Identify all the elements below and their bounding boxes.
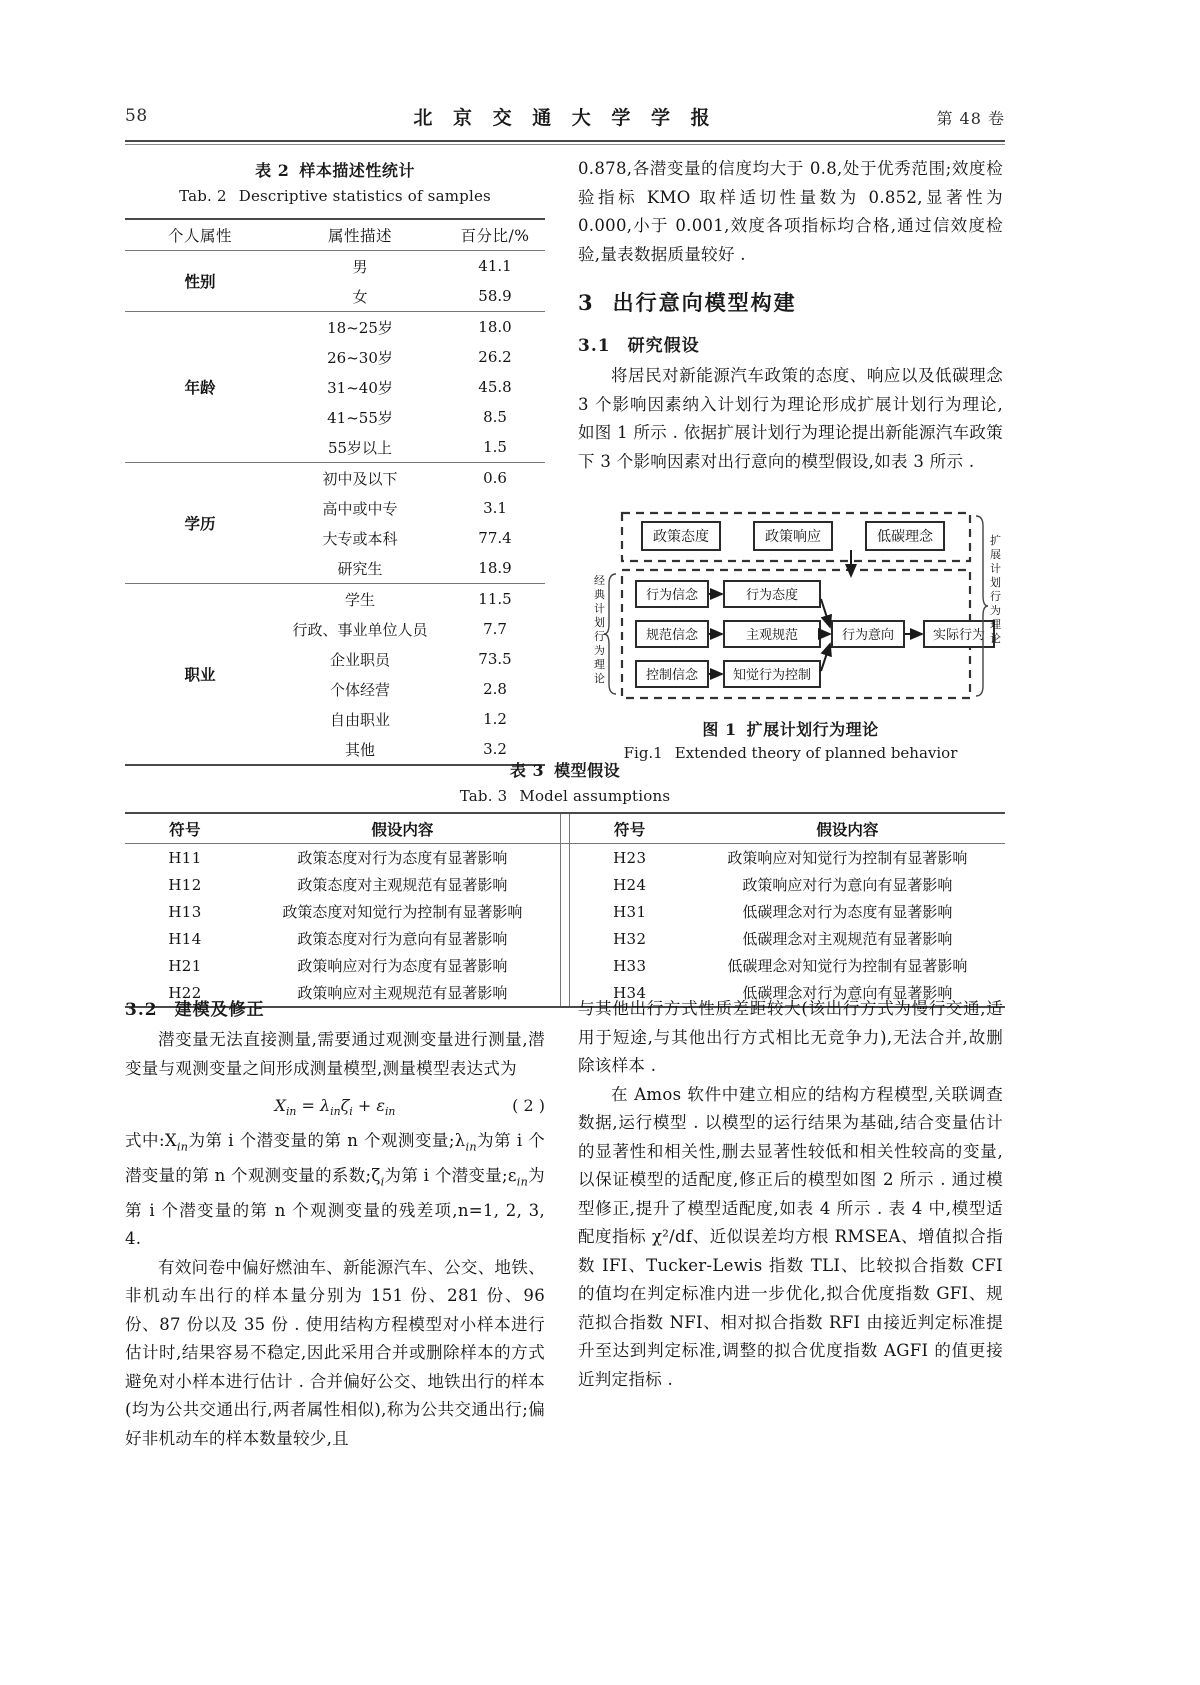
table3-divider-cell bbox=[560, 979, 569, 1007]
section-3-number: 3 bbox=[578, 290, 595, 315]
table3-hypothesis: 政策响应对行为意向有显著影响 bbox=[742, 876, 953, 894]
fig-node-control-belief: 控制信念 bbox=[645, 668, 699, 683]
table2-pct: 18.9 bbox=[478, 559, 512, 577]
svg-text:理: 理 bbox=[594, 658, 605, 671]
table-row bbox=[125, 312, 545, 343]
figure-1-label-cn: 图 1 bbox=[702, 720, 737, 739]
table3-hypothesis: 低碳理念对行为意向有显著影响 bbox=[742, 984, 953, 1002]
table2-caption bbox=[125, 158, 545, 205]
paragraph-continued: 0.878,各潜变量的信度均大于 0.8,处于优秀范围;效度检验指标 KMO 取样适切性量数为 0.852,显著性为 0.000,小于 0.001,效度各项指标均合格,通过信效度检验,量表数据质量较好 . bbox=[578, 159, 1003, 264]
table3-divider-cell bbox=[560, 844, 569, 872]
fig-node-normative-belief: 规范信念 bbox=[645, 628, 699, 643]
section-3-2-paragraph-4: 与其他出行方式性质差距较大(该出行方式为慢行交通,适用于短途,与其他出行方式相比无竞争力),无法合并,故删除该样本 . bbox=[578, 999, 1003, 1075]
table3-symbol: H32 bbox=[613, 929, 647, 948]
table3-hypothesis: 低碳理念对知觉行为控制有显著影响 bbox=[727, 957, 968, 975]
table3 bbox=[125, 812, 1005, 1008]
left-column-lower bbox=[125, 995, 545, 1453]
fig-node-behavioral-belief: 行为信念 bbox=[645, 588, 699, 603]
section-3-2-number: 3.2 bbox=[125, 1000, 158, 1020]
table2-desc: 自由职业 bbox=[329, 710, 390, 729]
svg-text:展: 展 bbox=[990, 548, 1001, 561]
table3-hypothesis: 政策响应对知觉行为控制有显著影响 bbox=[727, 849, 968, 867]
table2-category: 学历 bbox=[184, 514, 216, 533]
table-row bbox=[125, 871, 1005, 898]
table2-grid bbox=[125, 218, 545, 766]
table3-title-cn: 模型假设 bbox=[554, 761, 621, 780]
table2-desc: 女 bbox=[352, 287, 368, 306]
fig-node-policy-attitude: 政策态度 bbox=[653, 529, 709, 545]
section-3-2-paragraph-5: 在 Amos 软件中建立相应的结构方程模型,关联调查数据,运行模型 . 以模型的运行结果为基础,结合变量估计的显著性和相关性,删去显著性较低和相关性较高的变量,以保证模型的适配度,修正后的模型如图 2 所示 . 通过模型修正,提升了模型适配度,如表 4 所示 . 表 4 中,模型适配度指标 χ²/df、近似误差均方根 RMSEA、增值拟合指数 IFI、Tucker-Lewis 指数 TLI、比较拟合指数 CFI 的值均在判定标准内进一步优化,拟合优度指数 GFI、规范拟合指数 NFI、相对拟合指数 RFI 由接近判定标准提升至达到判定标准,调整的拟合优度指数 AGFI 的值更接近判定指标 . bbox=[578, 1084, 1003, 1389]
section-3-1-number: 3.1 bbox=[578, 336, 611, 356]
table2-col-0: 个人属性 bbox=[167, 227, 232, 245]
section-3-2-title: 建模及修正 bbox=[174, 1000, 265, 1020]
table2-category: 年龄 bbox=[184, 378, 216, 397]
table3-label-cn: 表 3 bbox=[509, 761, 545, 780]
svg-text:理: 理 bbox=[990, 618, 1001, 631]
table2-pct: 41.1 bbox=[478, 257, 512, 275]
table2-desc: 男 bbox=[352, 257, 368, 276]
figure-1-caption-cn bbox=[578, 717, 1003, 740]
svg-text:典: 典 bbox=[594, 588, 605, 601]
table3-col-symbol-left: 符号 bbox=[169, 819, 201, 839]
table3-divider-cell bbox=[560, 952, 569, 979]
table3-hypothesis: 政策响应对主观规范有显著影响 bbox=[297, 984, 508, 1002]
volume-label: 第 48 卷 bbox=[936, 109, 1005, 128]
table3-symbol: H31 bbox=[613, 902, 647, 921]
table2-desc: 研究生 bbox=[337, 559, 383, 578]
table2-pct: 2.8 bbox=[483, 680, 507, 698]
svg-text:计: 计 bbox=[990, 562, 1001, 575]
table2-desc: 个体经营 bbox=[329, 680, 390, 699]
table2-body bbox=[125, 251, 545, 766]
table2-title-cn: 样本描述性统计 bbox=[299, 161, 415, 180]
table2-pct: 3.2 bbox=[483, 740, 507, 758]
table3-hypothesis: 政策响应对行为态度有显著影响 bbox=[297, 957, 508, 975]
figure-1 bbox=[578, 508, 1003, 762]
section-3-2-paragraph-1: 潜变量无法直接测量,需要通过观测变量进行测量,潜变量与观测变量之间形成测量模型,测量模型表达式为 bbox=[125, 1030, 545, 1078]
table3-hypothesis: 政策态度对行为意向有显著影响 bbox=[297, 930, 508, 948]
figure-1-title-cn: 扩展计划行为理论 bbox=[746, 720, 879, 739]
table3-col-symbol-right: 符号 bbox=[613, 819, 646, 839]
table-row bbox=[125, 952, 1005, 979]
fig-node-low-carbon: 低碳理念 bbox=[877, 529, 933, 545]
table3-symbol: H24 bbox=[613, 875, 647, 894]
table2-pct: 7.7 bbox=[483, 620, 507, 638]
header-rule bbox=[125, 140, 1005, 145]
section-3-1-paragraph: 将居民对新能源汽车政策的态度、响应以及低碳理念 3 个影响因素纳入计划行为理论形成扩展计划行为理论,如图 1 所示 . 依据扩展计划行为理论提出新能源汽车政策下 3 个影响因素对出行意向的模型假设,如表 3 所示 . bbox=[578, 366, 1003, 471]
table3-symbol: H12 bbox=[168, 875, 202, 894]
table3-hypothesis: 政策态度对知觉行为控制有显著影响 bbox=[282, 903, 523, 921]
table2-desc: 学生 bbox=[344, 590, 375, 609]
equation-2 bbox=[125, 1091, 545, 1121]
right-column-lower bbox=[578, 995, 1003, 1394]
table-row bbox=[125, 251, 545, 282]
table3-divider-cell bbox=[560, 925, 569, 952]
svg-text:论: 论 bbox=[990, 632, 1001, 645]
table2-title-en: Descriptive statistics of samples bbox=[238, 187, 491, 205]
table-row bbox=[125, 463, 545, 494]
table2-category: 职业 bbox=[184, 665, 216, 684]
table2-desc: 55岁以上 bbox=[327, 438, 393, 457]
equation-2-expression: $X_{in} = \lambda_{in}\zeta_i + \varepsilon_{in}$ bbox=[274, 1096, 396, 1119]
table3-caption-cn bbox=[125, 758, 1005, 781]
svg-text:为: 为 bbox=[990, 604, 1001, 617]
figure-1-diagram bbox=[578, 508, 1003, 711]
table3-header-row bbox=[125, 813, 1005, 844]
svg-text:行: 行 bbox=[990, 590, 1001, 603]
table3-hypothesis: 政策态度对主观规范有显著影响 bbox=[297, 876, 508, 894]
section-heading-3 bbox=[578, 287, 1003, 317]
table-row bbox=[125, 925, 1005, 952]
section-3-1-title: 研究假设 bbox=[627, 336, 700, 356]
table3-symbol: H21 bbox=[168, 956, 202, 975]
table2-pct: 77.4 bbox=[478, 529, 512, 547]
table2-desc: 31~40岁 bbox=[327, 378, 393, 397]
table2-desc: 26~30岁 bbox=[327, 348, 393, 367]
fig-node-policy-response: 政策响应 bbox=[765, 529, 821, 545]
table2-col-2: 百分比/% bbox=[460, 227, 530, 245]
table-row bbox=[125, 584, 545, 615]
table3-symbol: H22 bbox=[168, 983, 202, 1002]
figure-1-title-en: Extended theory of planned behavior bbox=[674, 744, 958, 762]
equation-2-number: ( 2 ) bbox=[512, 1096, 545, 1115]
table2-caption-en bbox=[125, 187, 545, 205]
journal-title: 北 京 交 通 大 学 学 报 bbox=[413, 107, 717, 129]
table3-grid bbox=[125, 812, 1005, 1008]
table3-symbol: H33 bbox=[613, 956, 647, 975]
table2-category: 性别 bbox=[184, 272, 216, 291]
table2-label-en: Tab. 2 bbox=[179, 187, 227, 205]
table2-header-row bbox=[125, 219, 545, 251]
fig-node-attitude: 行为态度 bbox=[745, 588, 799, 603]
table3-hypothesis: 低碳理念对行为态度有显著影响 bbox=[742, 903, 953, 921]
page-number: 58 bbox=[125, 106, 148, 126]
fig-node-pbc: 知觉行为控制 bbox=[732, 668, 812, 683]
table3-hypothesis: 低碳理念对主观规范有显著影响 bbox=[742, 930, 953, 948]
table2-pct: 18.0 bbox=[478, 318, 512, 336]
table2-desc: 41~55岁 bbox=[327, 408, 393, 427]
svg-text:行: 行 bbox=[594, 630, 605, 643]
section-3-title: 出行意向模型构建 bbox=[612, 290, 797, 315]
table-row bbox=[125, 844, 1005, 872]
table3-symbol: H34 bbox=[613, 983, 647, 1002]
table2-pct: 45.8 bbox=[478, 378, 512, 396]
table2-desc: 初中及以下 bbox=[322, 469, 398, 488]
table3-caption bbox=[125, 758, 1005, 805]
table3-body bbox=[125, 844, 1005, 1008]
table2-desc: 行政、事业单位人员 bbox=[292, 620, 428, 639]
table3-title-en: Model assumptions bbox=[519, 787, 671, 805]
table2-pct: 0.6 bbox=[483, 469, 507, 487]
table2-desc: 18~25岁 bbox=[327, 318, 393, 337]
table2-pct: 11.5 bbox=[478, 590, 512, 608]
table2-caption-cn bbox=[125, 158, 545, 181]
table2-label-cn: 表 2 bbox=[255, 161, 290, 180]
table2-pct: 58.9 bbox=[478, 287, 512, 305]
table3-hypothesis: 政策态度对行为态度有显著影响 bbox=[297, 849, 508, 867]
fig-node-subjective-norm: 主观规范 bbox=[745, 628, 799, 643]
table2-desc: 大专或本科 bbox=[322, 529, 398, 548]
table3-symbol: H11 bbox=[168, 848, 202, 867]
fig-node-intention: 行为意向 bbox=[841, 628, 895, 643]
running-head bbox=[125, 100, 1005, 134]
table3-label-en: Tab. 3 bbox=[459, 787, 508, 805]
table3-symbol: H23 bbox=[613, 848, 647, 867]
svg-text:划: 划 bbox=[594, 616, 605, 629]
fig-right-label: 扩 bbox=[990, 534, 1001, 547]
table2 bbox=[125, 218, 545, 766]
table2-desc: 高中或中专 bbox=[322, 499, 398, 518]
svg-text:划: 划 bbox=[990, 576, 1001, 589]
svg-text:计: 计 bbox=[594, 602, 605, 615]
section-heading-3-1 bbox=[578, 331, 1003, 356]
table2-pct: 26.2 bbox=[478, 348, 512, 366]
svg-text:为: 为 bbox=[594, 644, 605, 657]
table3-col-hypothesis-left: 假设内容 bbox=[371, 819, 434, 839]
table3-col-hypothesis-right: 假设内容 bbox=[816, 819, 879, 839]
fig-left-label: 经 bbox=[594, 574, 605, 587]
figure-1-label-en: Fig.1 bbox=[623, 744, 663, 762]
table3-divider-cell bbox=[560, 898, 569, 925]
table-row bbox=[125, 898, 1005, 925]
section-heading-3-2 bbox=[125, 995, 545, 1020]
table3-caption-en bbox=[125, 787, 1005, 805]
fig-node-actual-behavior: 实际行为 bbox=[932, 628, 986, 643]
table2-desc: 企业职员 bbox=[329, 650, 390, 669]
table3-divider bbox=[560, 813, 569, 844]
svg-text:论: 论 bbox=[594, 672, 605, 685]
right-column-top bbox=[578, 155, 1003, 476]
table2-pct: 8.5 bbox=[483, 408, 507, 426]
table3-symbol: H13 bbox=[168, 902, 202, 921]
table3-divider-cell bbox=[560, 871, 569, 898]
table2-pct: 73.5 bbox=[478, 650, 512, 668]
section-3-2-paragraph-3: 有效问卷中偏好燃油车、新能源汽车、公交、地铁、非机动车出行的样本量分别为 151 份、281 份、96 份、87 份以及 35 份 . 使用结构方程模型对小样本进行估计时,结果容易不稳定,因此采用合并或删除样本的方式避免对小样本进行估计 . 合并偏好公交、地铁出行的样本(均为公共交通出行,两者属性相似),称为公共交通出行;偏好非机动车的样本数量较少,且 bbox=[125, 1257, 545, 1448]
table2-desc: 其他 bbox=[344, 740, 375, 759]
table2-pct: 3.1 bbox=[483, 499, 507, 517]
table2-pct: 1.2 bbox=[483, 710, 507, 728]
table2-pct: 1.5 bbox=[483, 438, 507, 456]
section-3-2-paragraph-2: 式中$:X_{in}$为第 i 个潜变量的第 n 个观测变量$;\lambda_{in}$为第 i 个潜变量的第 n 个观测变量的系数$;\zeta_i$为第 i 个潜变量$;\varepsilon_{in}$为第 i 个潜变量的第 n 个观测变量的残差项,n=1, 2, 3, 4. bbox=[125, 1131, 545, 1249]
table2-col-1: 属性描述 bbox=[327, 227, 392, 245]
table3-symbol: H14 bbox=[168, 929, 202, 948]
